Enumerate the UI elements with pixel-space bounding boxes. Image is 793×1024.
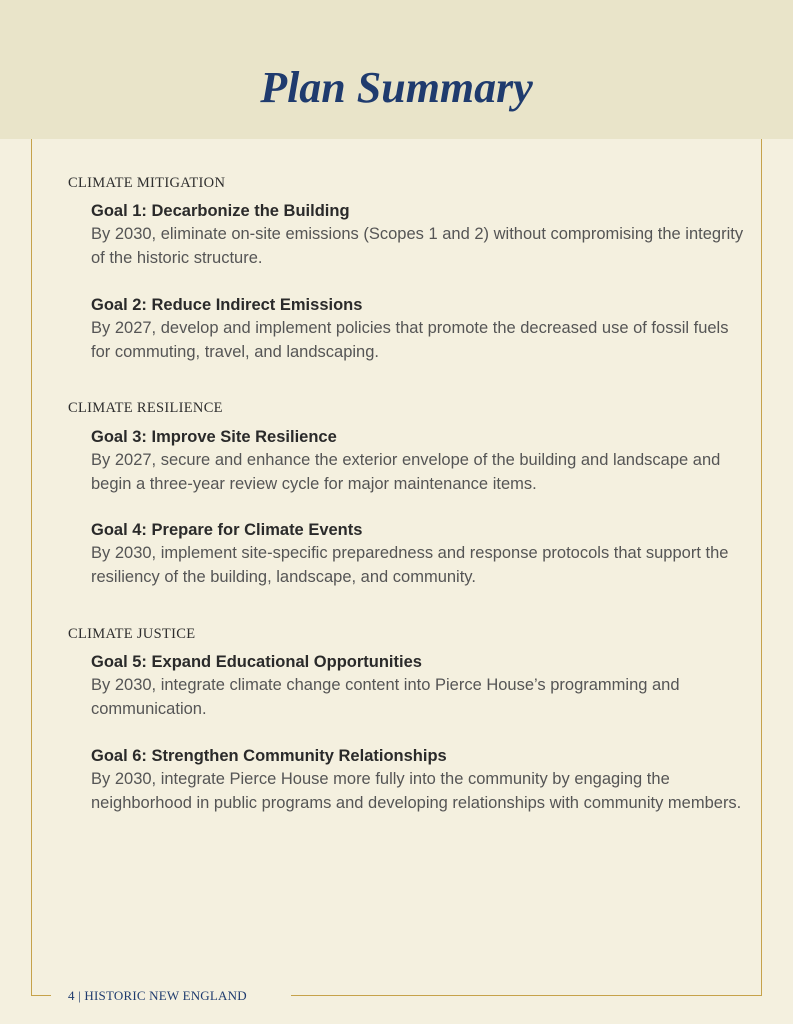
goal-item [91, 199, 751, 270]
frame-rule-right [761, 139, 762, 995]
goal-title: Goal 3: Improve Site Resilience [91, 428, 337, 446]
goal-item [91, 744, 751, 815]
goal-description: By 2030, integrate climate change content into Pierce House’s programming and communication. [91, 676, 680, 718]
goal-item [91, 650, 751, 721]
goal-item [91, 293, 751, 364]
footer-rule-right [291, 995, 762, 996]
goal-title: Goal 5: Expand Educational Opportunities [91, 653, 422, 671]
goal-item [91, 425, 751, 496]
goal-title: Goal 1: Decarbonize the Building [91, 202, 350, 220]
goal-description: By 2027, secure and enhance the exterior envelope of the building and landscape and begin a three-year review cycle for major maintenance items. [91, 451, 721, 493]
section-heading-justice: CLIMATE JUSTICE [68, 626, 196, 642]
goal-description: By 2030, implement site-specific preparedness and response protocols that support the resiliency of the building, landscape, and community. [91, 544, 729, 586]
goal-title: Goal 4: Prepare for Climate Events [91, 521, 363, 539]
goal-description: By 2030, integrate Pierce House more fully into the community by engaging the neighborhood in public programs and developing relationships with community members. [91, 770, 742, 812]
section-heading-resilience: CLIMATE RESILIENCE [68, 400, 223, 416]
section-heading-mitigation: CLIMATE MITIGATION [68, 175, 226, 191]
goal-title: Goal 2: Reduce Indirect Emissions [91, 296, 363, 314]
header-band [0, 0, 793, 139]
footer-rule-left [31, 995, 51, 996]
page-title: Plan Summary [260, 63, 533, 112]
goal-description: By 2030, eliminate on-site emissions (Scopes 1 and 2) without compromising the integrity of the historic structure. [91, 225, 744, 267]
frame-rule-left [31, 139, 32, 995]
footer-page-label: 4 | HISTORIC NEW ENGLAND [68, 988, 247, 1003]
goal-item [91, 518, 751, 589]
goal-description: By 2027, develop and implement policies that promote the decreased use of fossil fuels for commuting, travel, and landscaping. [91, 319, 729, 361]
goal-title: Goal 6: Strengthen Community Relationships [91, 747, 447, 765]
